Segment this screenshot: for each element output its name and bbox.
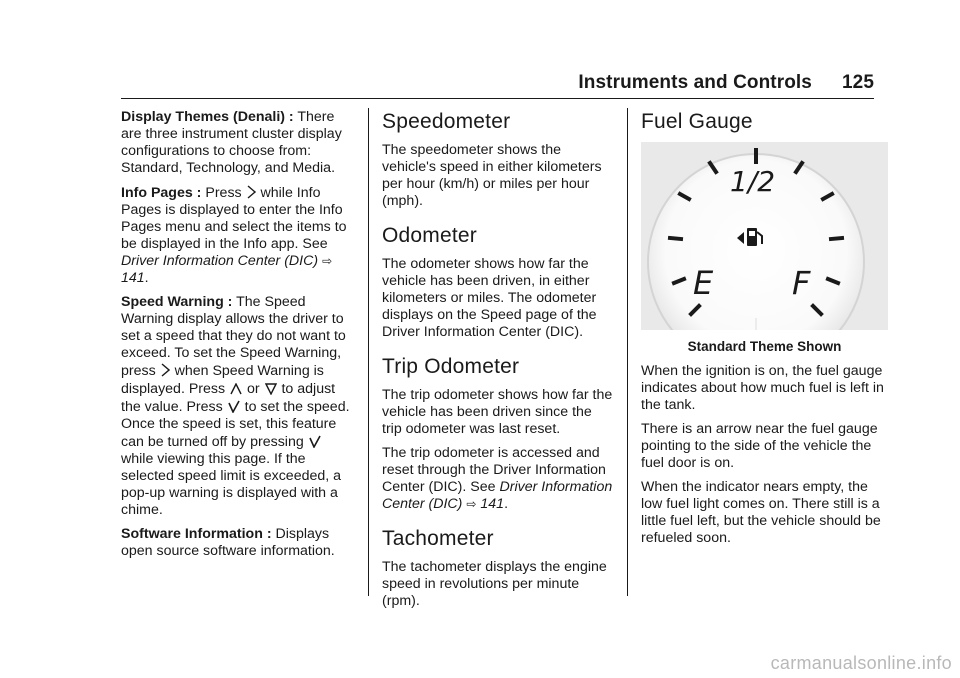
column-3	[641, 110, 888, 554]
figure-caption: Standard Theme Shown	[687, 339, 842, 354]
dic-page-ref[interactable]: 141	[121, 270, 145, 286]
dic-link[interactable]: Driver Information Center (DIC)	[121, 253, 319, 269]
speedometer-heading: Speedometer	[382, 110, 511, 133]
page-ref-arrow-icon: ⇨	[322, 254, 333, 268]
full-label: F	[792, 264, 811, 302]
speed-warning-term: Speed Warning :	[121, 294, 233, 310]
fuel-gauge-heading: Fuel Gauge	[641, 110, 753, 133]
software-info-paragraph: Software Information : Displays open source software information.	[121, 526, 335, 559]
fuel-gauge-text-1: When the ignition is on, the fuel gauge indicates about how much fuel is left in the tank.	[641, 363, 884, 413]
checkmark-button-icon	[308, 433, 322, 449]
fuel-gauge-text-3: When the indicator nears empty, the low fuel light comes on. There still is a little fuel left, but the vehicle should be refueled soon.	[641, 479, 881, 546]
dic-page-ref[interactable]: 141	[480, 496, 505, 512]
odometer-text: The odometer shows how far the vehicle has been driven, in either kilometers or miles. The odometer displays on the Speed page of the Driver Information Center (DIC).	[382, 256, 597, 340]
column-1	[121, 109, 354, 567]
page-number: 125	[841, 72, 874, 93]
dic-link[interactable]: Driver Information Center (DIC)	[382, 479, 613, 512]
section-title: Instruments and Controls	[578, 72, 812, 93]
software-info-term: Software Information :	[121, 526, 272, 542]
speedometer-text: The speedometer shows the vehicle's speed in either kilometers per hour (km/h) or miles per hour (mph).	[382, 142, 602, 209]
half-label: 1/2	[730, 165, 776, 198]
site-watermark: carmanualsonline.info	[770, 653, 952, 673]
down-arrow-button-icon	[264, 380, 278, 396]
right-arrow-button-icon	[160, 362, 171, 378]
column-divider-1	[368, 108, 369, 596]
fuel-gauge-illustration	[641, 142, 888, 330]
tachometer-heading: Tachometer	[382, 527, 494, 550]
header-rule	[121, 98, 874, 99]
checkmark-button-icon	[227, 398, 241, 414]
info-pages-term: Info Pages :	[121, 185, 202, 201]
fuel-gauge-text-2: There is an arrow near the fuel gauge pointing to the side of the vehicle the fuel door is on.	[641, 421, 878, 471]
page-ref-arrow-icon: ⇨	[466, 497, 477, 511]
trip-odometer-heading: Trip Odometer	[382, 355, 520, 378]
up-arrow-button-icon	[229, 380, 243, 396]
column-2	[382, 110, 615, 617]
info-pages-paragraph: Info Pages : Press while Info Pages is displayed to enter the Info Pages menu and select the items to be displayed in the Info app. See Driver Information Center (DIC) ⇨ 141.	[121, 185, 347, 286]
empty-label: E	[693, 264, 714, 302]
display-themes-paragraph: Display Themes (Denali) : There are three instrument cluster display configurations to choose from: Standard, Technology, and Media.	[121, 109, 342, 176]
tachometer-text: The tachometer displays the engine speed in revolutions per minute (rpm).	[382, 559, 607, 609]
display-themes-term: Display Themes (Denali) :	[121, 109, 294, 125]
trip-odometer-text-2: The trip odometer is accessed and reset through the Driver Information Center (DIC). See Driver Information Center (DIC) ⇨ 141.	[382, 445, 613, 512]
speed-warning-paragraph: Speed Warning : The Speed Warning display allows the driver to set a speed that they do not want to exceed. To set the Speed Warning, press when Speed Warning is displayed. Press or to adjust the value. Press to set the speed. Once the speed is set, this feature can be turned off by pressing while viewing this page. If the selected speed limit is exceeded, a pop-up warning is displayed with a chime.	[121, 294, 350, 518]
column-divider-2	[627, 108, 628, 596]
odometer-heading: Odometer	[382, 224, 477, 247]
page-header	[578, 72, 874, 94]
right-arrow-button-icon	[246, 184, 257, 200]
trip-odometer-text-1: The trip odometer shows how far the vehicle has been driven since the trip odometer was last reset.	[382, 387, 613, 437]
